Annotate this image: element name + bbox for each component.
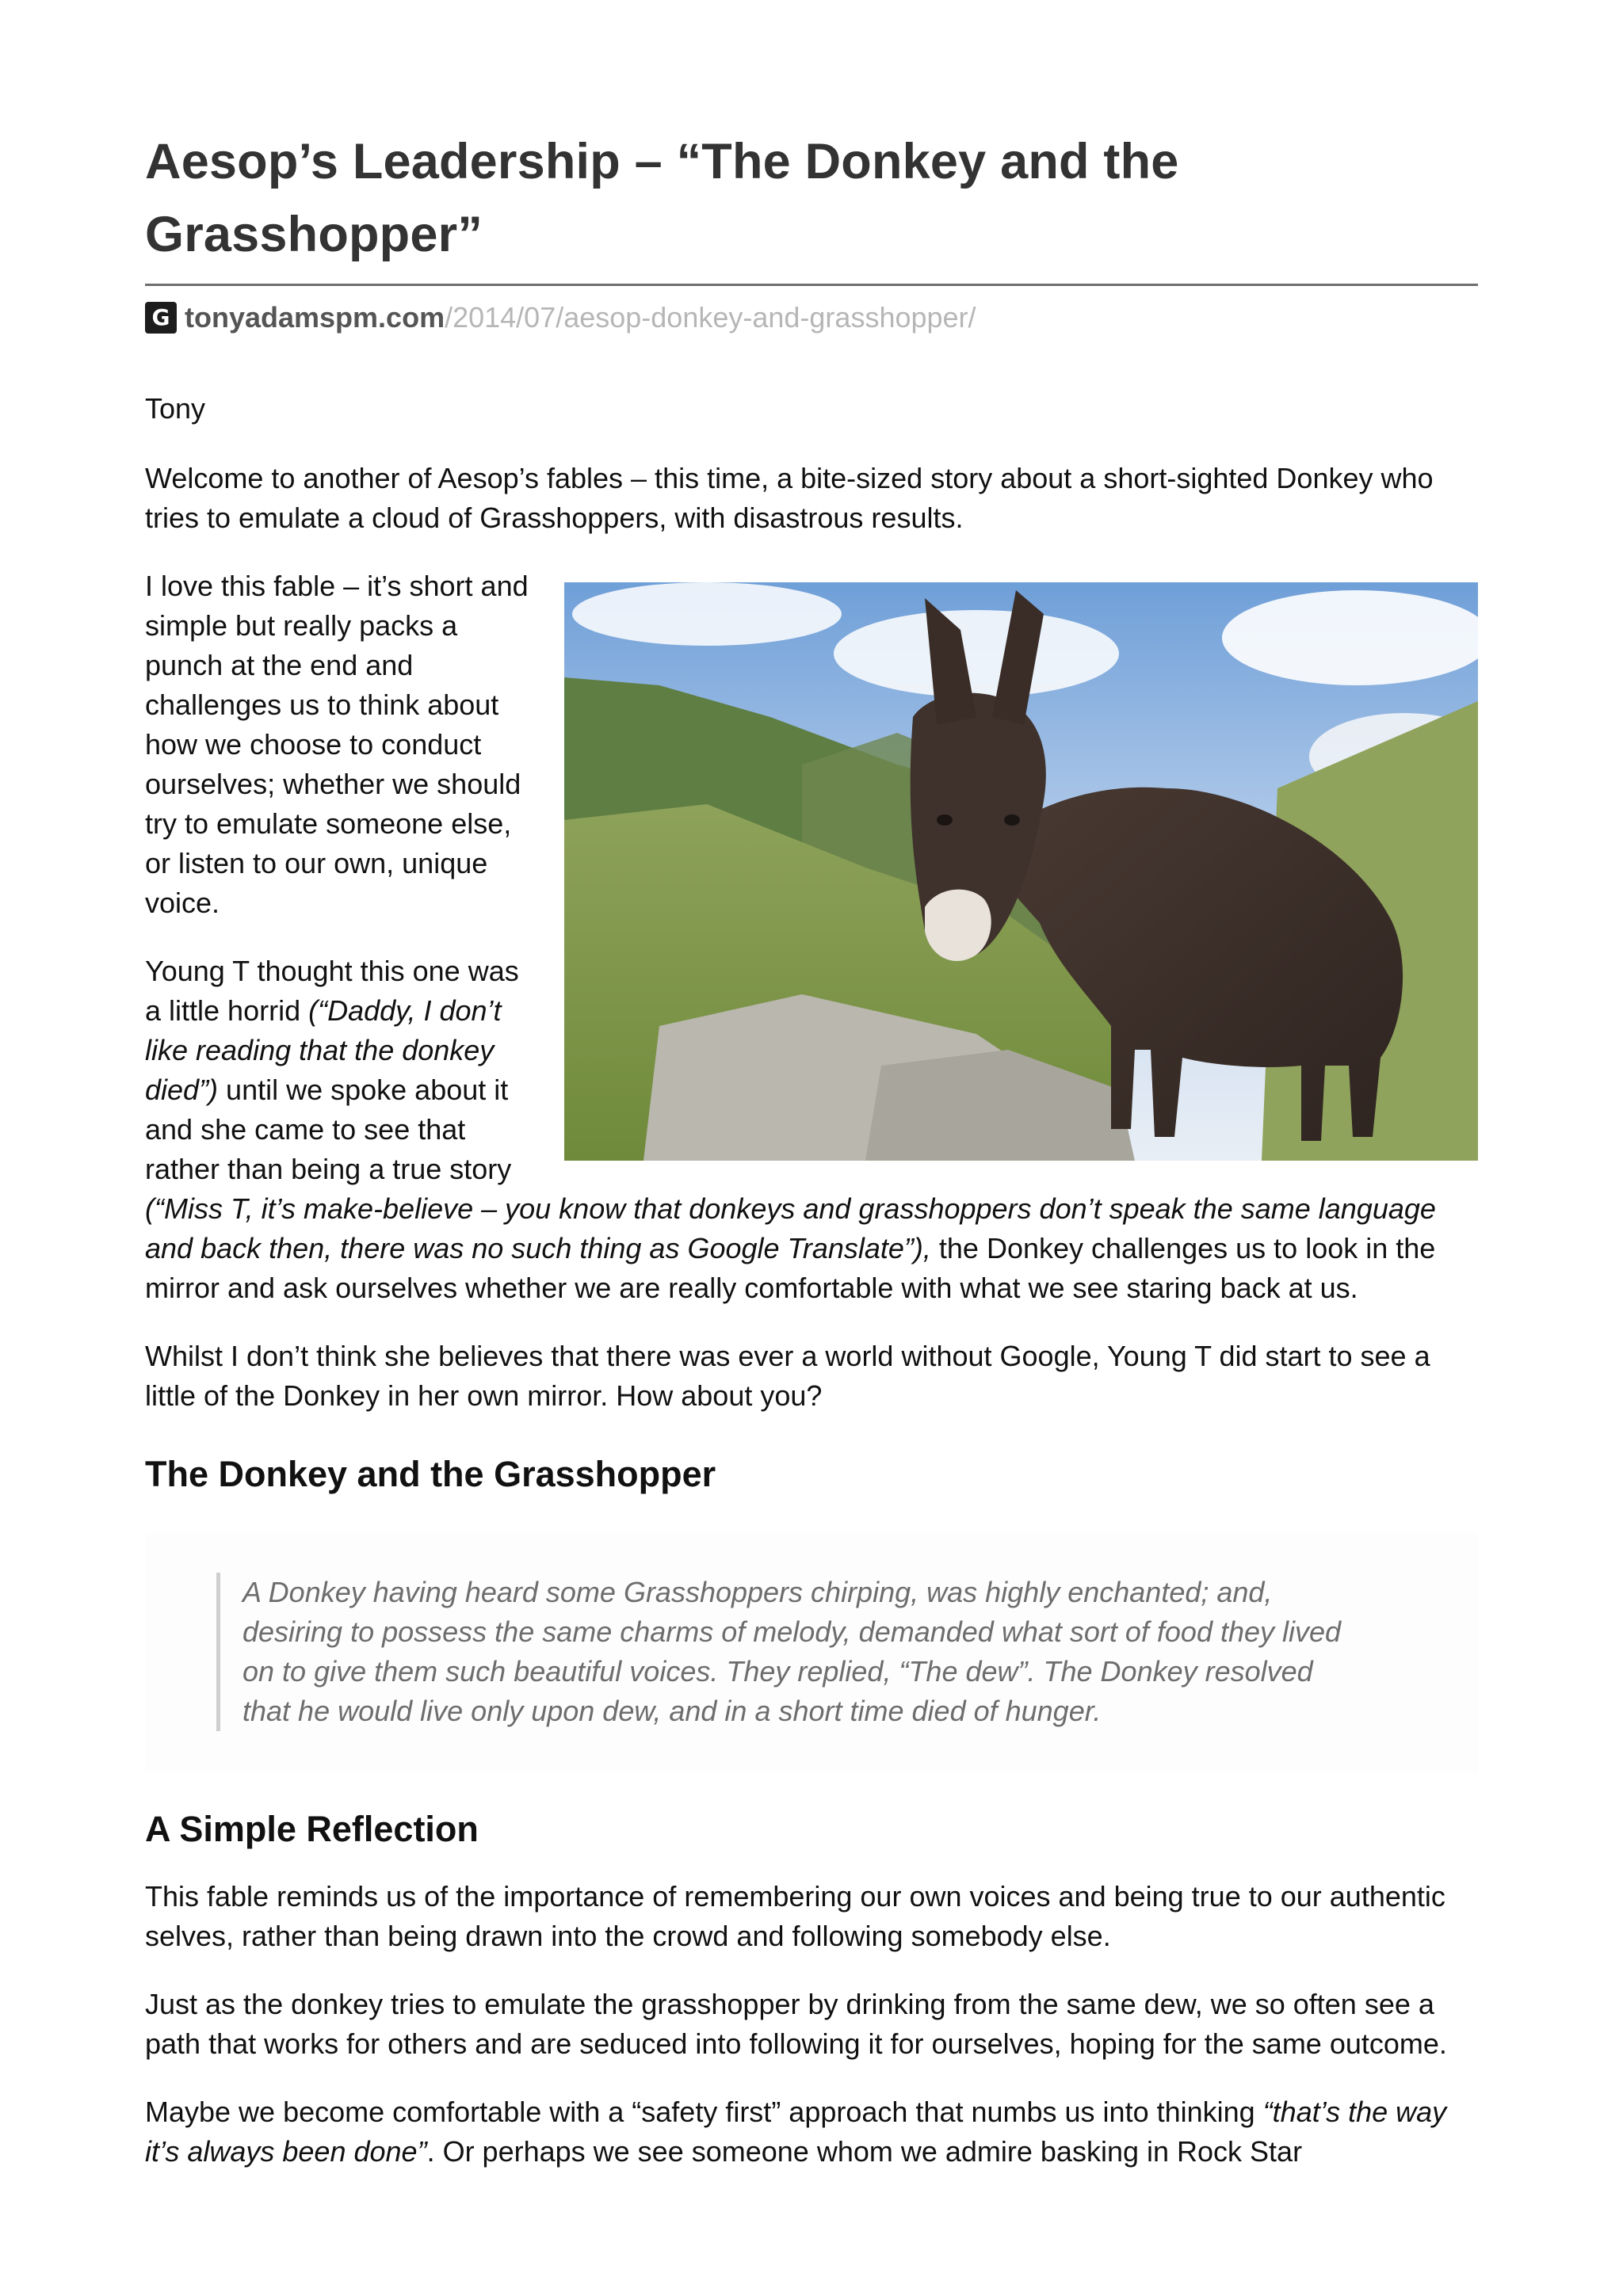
reflection-heading: A Simple Reflection [145,1809,479,1849]
fable-heading: The Donkey and the Grasshopper [145,1454,716,1494]
young-t-text-3: the Donkey challenges us to look in the mirror and ask ourselves whether we are really comfortable with what we see staring back at us. [145,1232,1436,1304]
donkey-photo [564,582,1478,1161]
young-t-text-2: until we spoke about it and she came to see that rather than being a true story [145,1074,512,1185]
young-t-quote-daddy: (“Daddy, I don’t like reading that the donkey died”) [145,994,502,1106]
young-t-quote-miss-t: (“Miss T, it’s make-believe – you know that donkeys and grasshoppers don’t speak the same language and back then, there was no such thing as Google Translate”), [145,1192,1436,1264]
article-title: Aesop’s Leadership – “The Donkey and the Grasshopper” [145,134,1179,262]
article [145,0,1478,2200]
maybe-text-1: Maybe we become comfortable with a “safety first” approach that numbs us into thinking [145,2096,1263,2128]
title-divider [145,284,1478,286]
young-t-text-1: Young T thought this one was a little horrid [145,955,519,1027]
just-paragraph: Just as the donkey tries to emulate the grasshopper by drinking from the same dew, we so often see a path that works for others and are seduced into following it for ourselves, hoping for the same outcome. [145,1988,1447,2060]
whilst-paragraph: Whilst I don’t think she believes that there was ever a world without Google, Young T did start to see a little of the Donkey in her own mirror. How about you? [145,1340,1430,1412]
site-favicon-icon [145,302,177,334]
fable-quote-block [145,1533,1478,1772]
love-paragraph: I love this fable – it’s short and simple but really packs a punch at the end and challenges us to think about how we choose to conduct ourselves; whether we should try to emulate someone else, or listen to our own, unique voice. [145,570,529,919]
fable-quote: A Donkey having heard some Grasshoppers chirping, was highly enchanted; and, desiring to possess the same charms of melody, demanded what sort of food they lived on to give them such beautiful voices. They replied, “The dew”. The Donkey resolved that he would live only upon dew, and in a short time died of hunger. [216,1573,1368,1731]
source-link[interactable] [145,299,1478,337]
article-body [145,389,1478,2172]
reminds-paragraph: This fable reminds us of the importance of remembering our own voices and being true to our authentic selves, rather than being drawn into the crowd and following somebody else. [145,1880,1445,1952]
source-domain[interactable]: tonyadamspm.com [185,301,445,334]
intro-paragraph: Welcome to another of Aesop’s fables – this time, a bite-sized story about a short-sighted Donkey who tries to emulate a cloud of Grasshoppers, with disastrous results. [145,462,1434,534]
author-name: Tony [145,392,206,425]
maybe-text-2: . Or perhaps we see someone whom we admire basking in Rock Star [426,2135,1303,2168]
site-favicon-letter: G [151,304,170,330]
maybe-quote: “that’s the way it’s always been done” [145,2096,1447,2168]
source-path[interactable]: /2014/07/aesop-donkey-and-grasshopper/ [445,301,976,334]
maybe-paragraph [145,2092,1478,2172]
